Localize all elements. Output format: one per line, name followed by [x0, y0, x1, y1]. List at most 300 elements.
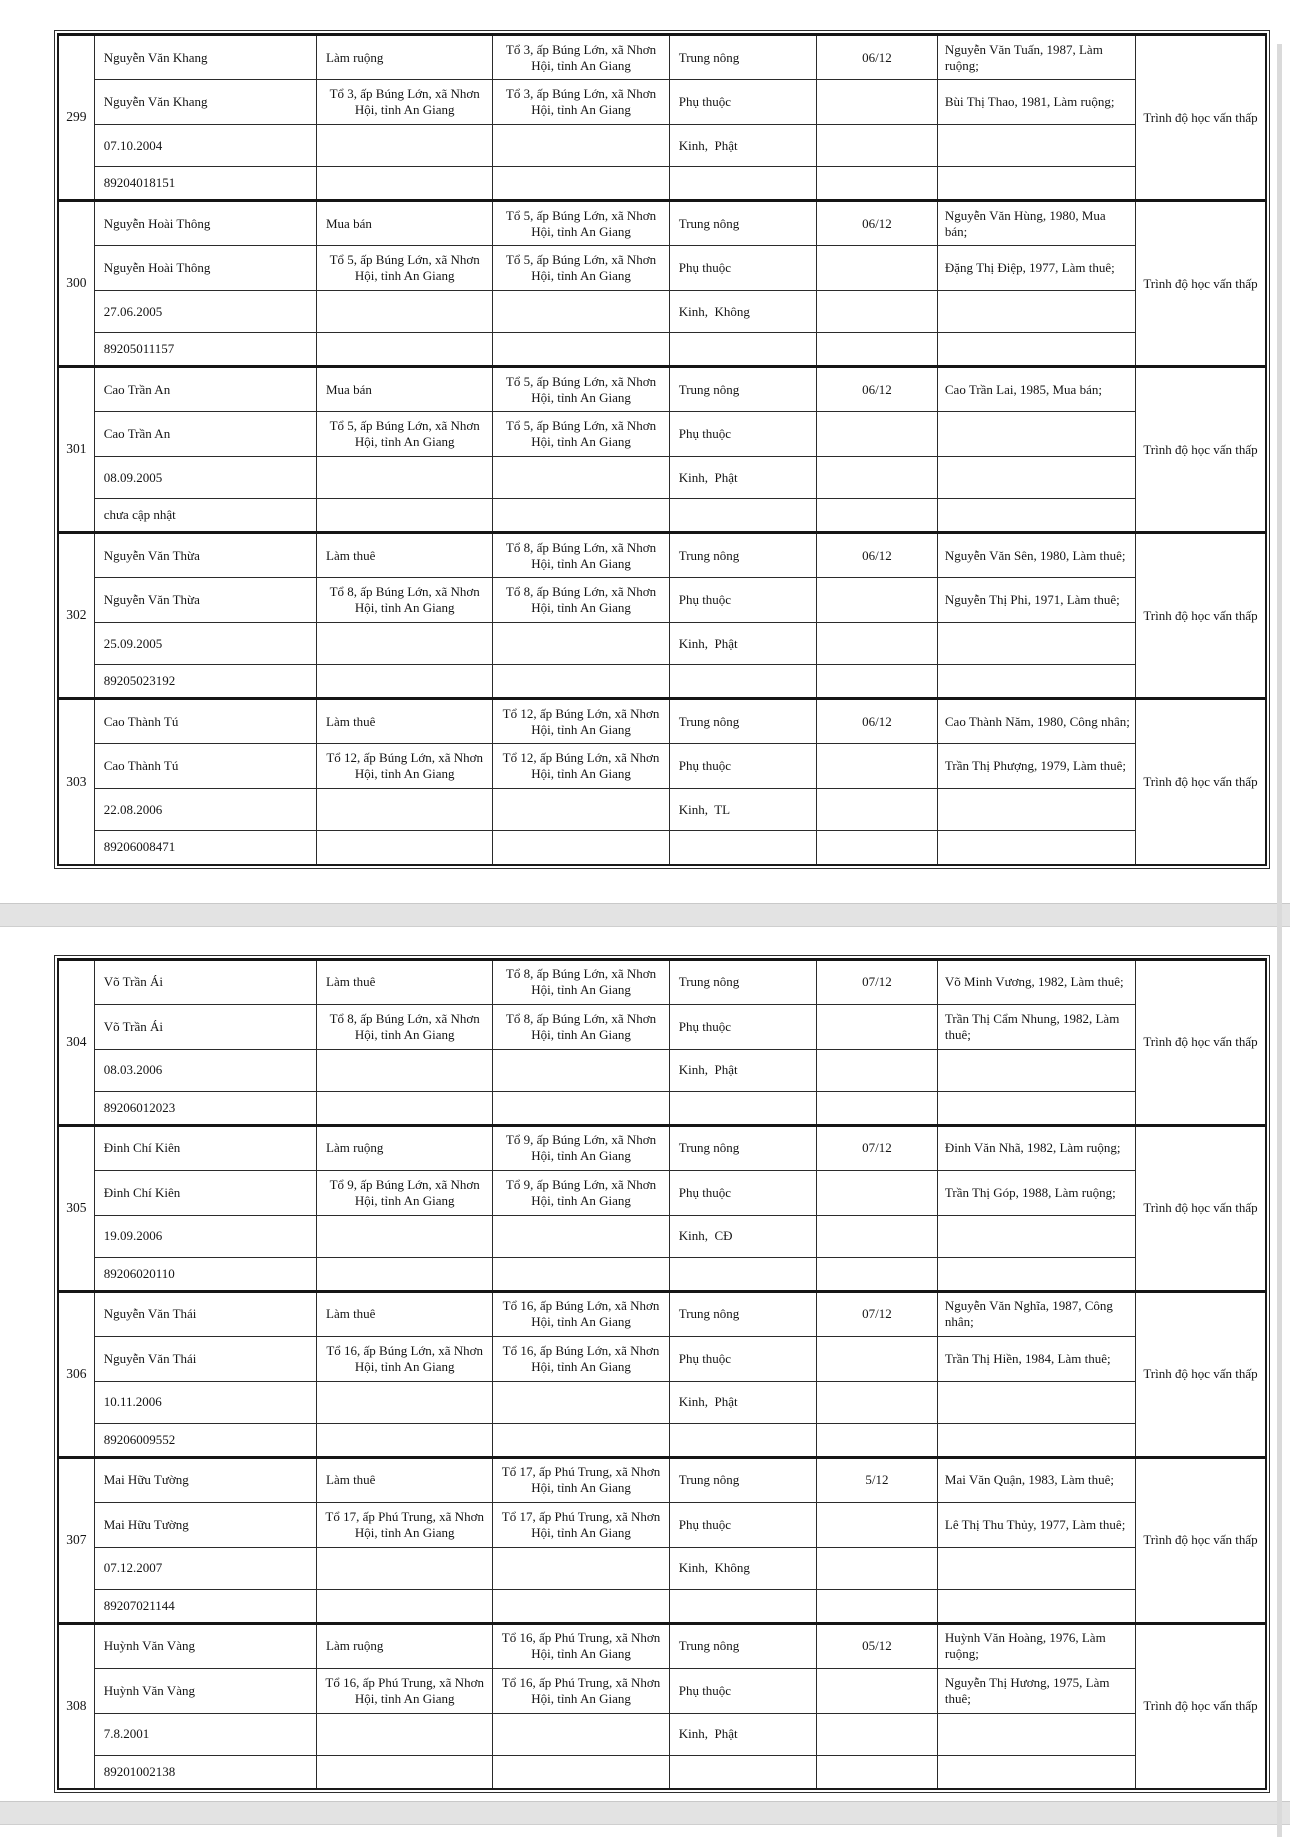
class-cell: Trung nông [669, 533, 816, 578]
empty-cell [317, 499, 493, 533]
class-cell: Phụ thuộc [669, 80, 816, 125]
empty-cell [493, 1755, 669, 1789]
empty-cell [669, 333, 816, 367]
registration-date-cell: 07.10.2004 [94, 125, 316, 167]
education-note-cell: Trình độ học vấn thấp [1136, 959, 1267, 1125]
empty-cell [669, 1755, 816, 1789]
empty-cell [817, 744, 938, 789]
class-cell: Phụ thuộc [669, 1668, 816, 1713]
address-cell: Tổ 16, ấp Phú Trung, xã Nhơn Hội, tỉnh An Giang [493, 1668, 669, 1713]
empty-cell [817, 1004, 938, 1049]
empty-cell [493, 499, 669, 533]
family-member-cell: Trần Thị Phượng, 1979, Làm thuê; [937, 744, 1135, 789]
empty-cell [317, 789, 493, 831]
empty-cell [669, 499, 816, 533]
empty-cell [817, 246, 938, 291]
ethnicity-religion-cell: Kinh, Phật [669, 623, 816, 665]
record-row-1 [58, 1291, 1266, 1336]
head-name-cell: Võ Trần Ái [94, 1004, 316, 1049]
record-row-4 [58, 1755, 1266, 1789]
head-name-cell: Nguyễn Văn Thừa [94, 533, 316, 578]
address-cell: Tổ 16, ấp Búng Lớn, xã Nhơn Hội, tỉnh An Giang [317, 1336, 493, 1381]
family-member-cell: Cao Thành Năm, 1980, Công nhân; [937, 699, 1135, 744]
empty-cell [817, 665, 938, 699]
family-member-cell: Đặng Thị Điệp, 1977, Làm thuê; [937, 246, 1135, 291]
ratio-cell: 06/12 [817, 201, 938, 246]
head-name-cell: Nguyễn Hoài Thông [94, 201, 316, 246]
ratio-cell: 06/12 [817, 35, 938, 80]
class-cell: Trung nông [669, 201, 816, 246]
record-row-1 [58, 367, 1266, 412]
empty-cell [817, 499, 938, 533]
head-name-cell: Nguyễn Hoài Thông [94, 246, 316, 291]
education-note-cell: Trình độ học vấn thấp [1136, 1291, 1267, 1457]
class-cell: Trung nông [669, 367, 816, 412]
family-member-cell: Nguyễn Thị Hương, 1975, Làm thuê; [937, 1668, 1135, 1713]
record-row-1 [58, 1623, 1266, 1668]
class-cell: Trung nông [669, 1125, 816, 1170]
ratio-cell: 05/12 [817, 1623, 938, 1668]
record-row-1 [58, 533, 1266, 578]
page-separator [0, 1801, 1290, 1825]
address-cell: Tổ 16, ấp Búng Lớn, xã Nhơn Hội, tỉnh An Giang [493, 1291, 669, 1336]
family-member-cell: Nguyễn Văn Nghĩa, 1987, Công nhân; [937, 1291, 1135, 1336]
registration-date-cell: 07.12.2007 [94, 1547, 316, 1589]
id-number-cell: 89206009552 [94, 1423, 316, 1457]
head-name-cell: Nguyễn Văn Khang [94, 80, 316, 125]
empty-cell [937, 1547, 1135, 1589]
empty-cell [317, 125, 493, 167]
empty-cell [817, 1257, 938, 1291]
empty-cell [493, 1091, 669, 1125]
empty-cell [493, 1381, 669, 1423]
head-name-cell: Võ Trần Ái [94, 959, 316, 1004]
address-cell: Tổ 3, ấp Búng Lớn, xã Nhơn Hội, tỉnh An Giang [493, 35, 669, 80]
address-cell: Tổ 5, ấp Búng Lớn, xã Nhơn Hội, tỉnh An Giang [493, 246, 669, 291]
family-member-cell: Nguyễn Văn Tuấn, 1987, Làm ruộng; [937, 35, 1135, 80]
record-row-1 [58, 1457, 1266, 1502]
empty-cell [669, 665, 816, 699]
family-member-cell: Nguyễn Văn Hùng, 1980, Mua bán; [937, 201, 1135, 246]
empty-cell [493, 167, 669, 201]
empty-cell [317, 333, 493, 367]
education-note-cell: Trình độ học vấn thấp [1136, 1623, 1267, 1789]
ethnicity-religion-cell: Kinh, Không [669, 291, 816, 333]
ratio-cell: 5/12 [817, 1457, 938, 1502]
ethnicity-religion-cell: Kinh, Phật [669, 457, 816, 499]
empty-cell [493, 665, 669, 699]
table-2-body [58, 959, 1266, 1789]
record-number: 301 [58, 367, 94, 533]
empty-cell [493, 333, 669, 367]
empty-cell [937, 623, 1135, 665]
page-edge-line [1277, 44, 1282, 1837]
record-row-4 [58, 1423, 1266, 1457]
empty-cell [817, 1381, 938, 1423]
record-row-3 [58, 623, 1266, 665]
empty-cell [817, 291, 938, 333]
address-cell: Tổ 3, ấp Búng Lớn, xã Nhơn Hội, tỉnh An Giang [493, 80, 669, 125]
address-cell: Tổ 8, ấp Búng Lớn, xã Nhơn Hội, tỉnh An Giang [317, 1004, 493, 1049]
empty-cell [817, 125, 938, 167]
record-number: 299 [58, 35, 94, 201]
empty-cell [669, 167, 816, 201]
address-cell: Tổ 16, ấp Phú Trung, xã Nhơn Hội, tỉnh An Giang [317, 1668, 493, 1713]
empty-cell [817, 1502, 938, 1547]
empty-cell [817, 1547, 938, 1589]
record-number: 304 [58, 959, 94, 1125]
empty-cell [817, 1336, 938, 1381]
id-number-cell: 89207021144 [94, 1589, 316, 1623]
address-cell: Tổ 9, ấp Búng Lớn, xã Nhơn Hội, tỉnh An Giang [493, 1170, 669, 1215]
empty-cell [937, 333, 1135, 367]
empty-cell [817, 1215, 938, 1257]
record-number: 308 [58, 1623, 94, 1789]
record-row-2 [58, 412, 1266, 457]
empty-cell [493, 1215, 669, 1257]
empty-cell [493, 1049, 669, 1091]
empty-cell [493, 789, 669, 831]
record-row-2 [58, 1004, 1266, 1049]
ethnicity-religion-cell: Kinh, Phật [669, 1049, 816, 1091]
empty-cell [317, 1257, 493, 1291]
empty-cell [317, 1713, 493, 1755]
head-name-cell: Đinh Chí Kiên [94, 1125, 316, 1170]
empty-cell [493, 125, 669, 167]
occupation-cell: Làm ruộng [317, 35, 493, 80]
record-row-3 [58, 457, 1266, 499]
address-cell: Tổ 16, ấp Phú Trung, xã Nhơn Hội, tỉnh An Giang [493, 1623, 669, 1668]
registration-date-cell: 22.08.2006 [94, 789, 316, 831]
address-cell: Tổ 5, ấp Búng Lớn, xã Nhơn Hội, tỉnh An Giang [493, 412, 669, 457]
empty-cell [817, 1423, 938, 1457]
empty-cell [817, 789, 938, 831]
empty-cell [817, 1755, 938, 1789]
id-number-cell: 89205011157 [94, 333, 316, 367]
address-cell: Tổ 8, ấp Búng Lớn, xã Nhơn Hội, tỉnh An Giang [493, 533, 669, 578]
address-cell: Tổ 17, ấp Phú Trung, xã Nhơn Hội, tỉnh An Giang [493, 1502, 669, 1547]
occupation-cell: Làm thuê [317, 699, 493, 744]
registration-date-cell: 08.03.2006 [94, 1049, 316, 1091]
empty-cell [317, 1049, 493, 1091]
empty-cell [317, 457, 493, 499]
empty-cell [317, 1215, 493, 1257]
id-number-cell: 89205023192 [94, 665, 316, 699]
address-cell: Tổ 17, ấp Phú Trung, xã Nhơn Hội, tỉnh An Giang [493, 1457, 669, 1502]
record-row-3 [58, 125, 1266, 167]
empty-cell [493, 1713, 669, 1755]
empty-cell [817, 1170, 938, 1215]
record-row-2 [58, 80, 1266, 125]
head-name-cell: Nguyễn Văn Thái [94, 1291, 316, 1336]
empty-cell [317, 1381, 493, 1423]
registration-date-cell: 27.06.2005 [94, 291, 316, 333]
family-member-cell: Trần Thị Cẩm Nhung, 1982, Làm thuê; [937, 1004, 1135, 1049]
record-row-2 [58, 1668, 1266, 1713]
table-1-body [58, 35, 1266, 865]
education-note-cell: Trình độ học vấn thấp [1136, 201, 1267, 367]
empty-cell [937, 1381, 1135, 1423]
empty-cell [817, 1049, 938, 1091]
empty-cell [317, 167, 493, 201]
class-cell: Phụ thuộc [669, 1170, 816, 1215]
address-cell: Tổ 12, ấp Búng Lớn, xã Nhơn Hội, tỉnh An Giang [493, 699, 669, 744]
class-cell: Phụ thuộc [669, 246, 816, 291]
address-cell: Tổ 17, ấp Phú Trung, xã Nhơn Hội, tỉnh An Giang [317, 1502, 493, 1547]
head-name-cell: Cao Trần An [94, 412, 316, 457]
empty-cell [317, 1091, 493, 1125]
empty-cell [669, 1589, 816, 1623]
head-name-cell: Nguyễn Văn Thái [94, 1336, 316, 1381]
empty-cell [937, 291, 1135, 333]
ratio-cell: 06/12 [817, 699, 938, 744]
record-row-3 [58, 789, 1266, 831]
empty-cell [493, 1423, 669, 1457]
record-number: 307 [58, 1457, 94, 1623]
education-note-cell: Trình độ học vấn thấp [1136, 533, 1267, 699]
address-cell: Tổ 8, ấp Búng Lớn, xã Nhơn Hội, tỉnh An Giang [317, 578, 493, 623]
head-name-cell: Mai Hữu Tường [94, 1502, 316, 1547]
empty-cell [317, 1755, 493, 1789]
head-name-cell: Nguyễn Văn Khang [94, 35, 316, 80]
empty-cell [317, 665, 493, 699]
registration-date-cell: 08.09.2005 [94, 457, 316, 499]
empty-cell [817, 80, 938, 125]
record-row-2 [58, 578, 1266, 623]
record-row-4 [58, 1257, 1266, 1291]
education-note-cell: Trình độ học vấn thấp [1136, 367, 1267, 533]
class-cell: Trung nông [669, 699, 816, 744]
ratio-cell: 06/12 [817, 533, 938, 578]
address-cell: Tổ 8, ấp Búng Lớn, xã Nhơn Hội, tỉnh An Giang [493, 959, 669, 1004]
record-row-2 [58, 744, 1266, 789]
empty-cell [817, 831, 938, 865]
occupation-cell: Mua bán [317, 201, 493, 246]
empty-cell [937, 167, 1135, 201]
address-cell: Tổ 9, ấp Búng Lớn, xã Nhơn Hội, tỉnh An Giang [493, 1125, 669, 1170]
occupation-cell: Làm thuê [317, 959, 493, 1004]
family-member-cell: Mai Văn Quận, 1983, Làm thuê; [937, 1457, 1135, 1502]
empty-cell [817, 1713, 938, 1755]
empty-cell [493, 457, 669, 499]
family-member-cell: Võ Minh Vương, 1982, Làm thuê; [937, 959, 1135, 1004]
page-2-table-wrapper [54, 955, 1270, 1794]
ratio-cell: 07/12 [817, 1125, 938, 1170]
empty-cell [817, 457, 938, 499]
family-member-cell: Đinh Văn Nhã, 1982, Làm ruộng; [937, 1125, 1135, 1170]
record-row-4 [58, 499, 1266, 533]
education-note-cell: Trình độ học vấn thấp [1136, 699, 1267, 865]
family-member-cell: Bùi Thị Thao, 1981, Làm ruộng; [937, 80, 1135, 125]
record-row-2 [58, 1170, 1266, 1215]
registration-date-cell: 10.11.2006 [94, 1381, 316, 1423]
empty-cell [817, 333, 938, 367]
record-number: 305 [58, 1125, 94, 1291]
empty-cell [937, 125, 1135, 167]
ratio-cell: 06/12 [817, 367, 938, 412]
empty-cell [669, 1257, 816, 1291]
empty-cell [937, 1049, 1135, 1091]
record-row-4 [58, 831, 1266, 865]
record-row-1 [58, 201, 1266, 246]
empty-cell [493, 291, 669, 333]
empty-cell [937, 831, 1135, 865]
head-name-cell: Mai Hữu Tường [94, 1457, 316, 1502]
head-name-cell: Huỳnh Văn Vàng [94, 1668, 316, 1713]
empty-cell [937, 1713, 1135, 1755]
empty-cell [317, 1423, 493, 1457]
empty-cell [317, 291, 493, 333]
class-cell: Trung nông [669, 35, 816, 80]
empty-cell [317, 623, 493, 665]
family-member-cell: Trần Thị Góp, 1988, Làm ruộng; [937, 1170, 1135, 1215]
household-table-page-1 [57, 33, 1267, 866]
ethnicity-religion-cell: Kinh, TL [669, 789, 816, 831]
id-number-cell: chưa cập nhật [94, 499, 316, 533]
education-note-cell: Trình độ học vấn thấp [1136, 1457, 1267, 1623]
household-table-page-2 [57, 958, 1267, 1791]
id-number-cell: 89206008471 [94, 831, 316, 865]
empty-cell [317, 1547, 493, 1589]
empty-cell [493, 1547, 669, 1589]
empty-cell [817, 1668, 938, 1713]
registration-date-cell: 25.09.2005 [94, 623, 316, 665]
empty-cell [317, 831, 493, 865]
address-cell: Tổ 12, ấp Búng Lớn, xã Nhơn Hội, tỉnh An Giang [493, 744, 669, 789]
empty-cell [817, 1091, 938, 1125]
empty-cell [493, 1589, 669, 1623]
empty-cell [937, 665, 1135, 699]
address-cell: Tổ 9, ấp Búng Lớn, xã Nhơn Hội, tỉnh An Giang [317, 1170, 493, 1215]
class-cell: Phụ thuộc [669, 1004, 816, 1049]
empty-cell [937, 789, 1135, 831]
head-name-cell: Cao Thành Tú [94, 699, 316, 744]
family-member-cell: Nguyễn Thị Phi, 1971, Làm thuê; [937, 578, 1135, 623]
occupation-cell: Làm thuê [317, 533, 493, 578]
empty-cell [937, 1215, 1135, 1257]
registration-date-cell: 7.8.2001 [94, 1713, 316, 1755]
empty-cell [817, 578, 938, 623]
empty-cell [669, 831, 816, 865]
record-number: 302 [58, 533, 94, 699]
record-row-4 [58, 665, 1266, 699]
empty-cell [937, 499, 1135, 533]
ethnicity-religion-cell: Kinh, Phật [669, 1713, 816, 1755]
class-cell: Phụ thuộc [669, 1336, 816, 1381]
head-name-cell: Cao Thành Tú [94, 744, 316, 789]
ethnicity-religion-cell: Kinh, Phật [669, 125, 816, 167]
address-cell: Tổ 8, ấp Búng Lớn, xã Nhơn Hội, tỉnh An Giang [493, 1004, 669, 1049]
ratio-cell: 07/12 [817, 959, 938, 1004]
family-member-cell: Lê Thị Thu Thủy, 1977, Làm thuê; [937, 1502, 1135, 1547]
head-name-cell: Nguyễn Văn Thừa [94, 578, 316, 623]
education-note-cell: Trình độ học vấn thấp [1136, 1125, 1267, 1291]
ethnicity-religion-cell: Kinh, CĐ [669, 1215, 816, 1257]
address-cell: Tổ 5, ấp Búng Lớn, xã Nhơn Hội, tỉnh An Giang [493, 201, 669, 246]
record-row-3 [58, 291, 1266, 333]
record-row-3 [58, 1049, 1266, 1091]
page-separator [0, 903, 1290, 927]
id-number-cell: 89206020110 [94, 1257, 316, 1291]
record-number: 306 [58, 1291, 94, 1457]
empty-cell [817, 1589, 938, 1623]
empty-cell [937, 1755, 1135, 1789]
empty-cell [493, 831, 669, 865]
record-row-4 [58, 1091, 1266, 1125]
record-row-3 [58, 1215, 1266, 1257]
id-number-cell: 89201002138 [94, 1755, 316, 1789]
empty-cell [937, 1589, 1135, 1623]
record-number: 303 [58, 699, 94, 865]
class-cell: Phụ thuộc [669, 744, 816, 789]
head-name-cell: Cao Trần An [94, 367, 316, 412]
occupation-cell: Làm ruộng [317, 1125, 493, 1170]
family-member-cell: Huỳnh Văn Hoàng, 1976, Làm ruộng; [937, 1623, 1135, 1668]
empty-cell [817, 167, 938, 201]
empty-cell [817, 412, 938, 457]
ratio-cell: 07/12 [817, 1291, 938, 1336]
record-row-1 [58, 1125, 1266, 1170]
class-cell: Phụ thuộc [669, 578, 816, 623]
occupation-cell: Làm ruộng [317, 1623, 493, 1668]
ethnicity-religion-cell: Kinh, Phật [669, 1381, 816, 1423]
page-1-table-wrapper [54, 30, 1270, 869]
empty-cell [493, 623, 669, 665]
record-row-3 [58, 1547, 1266, 1589]
record-row-1 [58, 35, 1266, 80]
address-cell: Tổ 5, ấp Búng Lớn, xã Nhơn Hội, tỉnh An Giang [317, 412, 493, 457]
empty-cell [937, 1423, 1135, 1457]
class-cell: Trung nông [669, 1457, 816, 1502]
head-name-cell: Đinh Chí Kiên [94, 1170, 316, 1215]
address-cell: Tổ 16, ấp Búng Lớn, xã Nhơn Hội, tỉnh An Giang [493, 1336, 669, 1381]
address-cell: Tổ 8, ấp Búng Lớn, xã Nhơn Hội, tỉnh An Giang [493, 578, 669, 623]
class-cell: Trung nông [669, 1291, 816, 1336]
address-cell: Tổ 5, ấp Búng Lớn, xã Nhơn Hội, tỉnh An Giang [493, 367, 669, 412]
id-number-cell: 89204018151 [94, 167, 316, 201]
record-row-4 [58, 1589, 1266, 1623]
record-row-3 [58, 1381, 1266, 1423]
record-number: 300 [58, 201, 94, 367]
empty-cell [493, 1257, 669, 1291]
registration-date-cell: 19.09.2006 [94, 1215, 316, 1257]
occupation-cell: Làm thuê [317, 1457, 493, 1502]
id-number-cell: 89206012023 [94, 1091, 316, 1125]
empty-cell [937, 457, 1135, 499]
class-cell: Phụ thuộc [669, 1502, 816, 1547]
occupation-cell: Làm thuê [317, 1291, 493, 1336]
record-row-1 [58, 699, 1266, 744]
education-note-cell: Trình độ học vấn thấp [1136, 35, 1267, 201]
record-row-4 [58, 167, 1266, 201]
family-member-cell [937, 412, 1135, 457]
class-cell: Trung nông [669, 1623, 816, 1668]
occupation-cell: Mua bán [317, 367, 493, 412]
address-cell: Tổ 3, ấp Búng Lớn, xã Nhơn Hội, tỉnh An Giang [317, 80, 493, 125]
class-cell: Trung nông [669, 959, 816, 1004]
ethnicity-religion-cell: Kinh, Không [669, 1547, 816, 1589]
class-cell: Phụ thuộc [669, 412, 816, 457]
empty-cell [669, 1091, 816, 1125]
record-row-2 [58, 1502, 1266, 1547]
address-cell: Tổ 5, ấp Búng Lớn, xã Nhơn Hội, tỉnh An Giang [317, 246, 493, 291]
record-row-1 [58, 959, 1266, 1004]
family-member-cell: Nguyễn Văn Sên, 1980, Làm thuê; [937, 533, 1135, 578]
empty-cell [937, 1091, 1135, 1125]
record-row-4 [58, 333, 1266, 367]
record-row-2 [58, 1336, 1266, 1381]
empty-cell [317, 1589, 493, 1623]
